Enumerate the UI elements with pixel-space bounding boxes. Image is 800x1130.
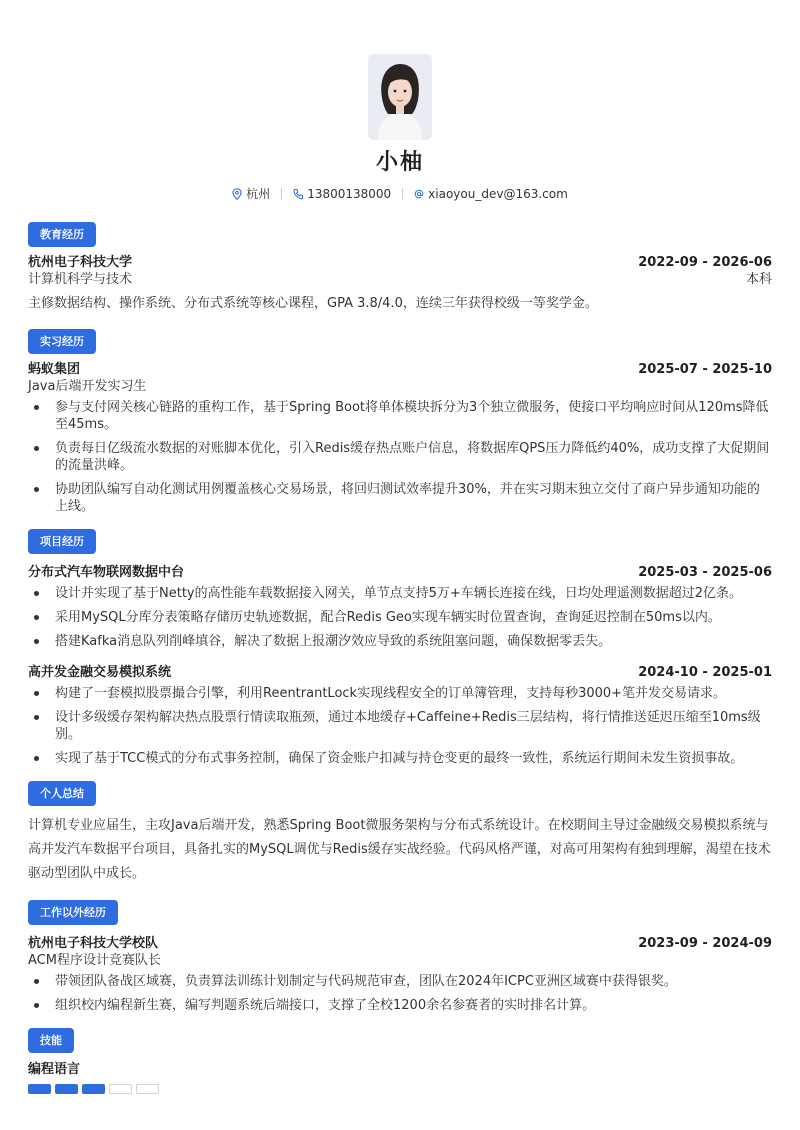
resume-header [28, 0, 772, 202]
project-name: 分布式汽车物联网数据中台 [28, 565, 185, 580]
date-range: 2025-03 - 2025-06 [638, 565, 772, 580]
education-section [28, 222, 772, 313]
summary-text: 计算机专业应届生，主攻Java后端开发，熟悉Spring Boot微服务架构与分布式系统设计。在校期间主导过金融级交易模拟系统与高并发汽车数据平台项目，具备扎实的MySQL调优与Redis缓存实战经验。代码风格严谨，对高可用架构有独到理解，渴望在技术驱动型团队中成长。 [28, 818, 771, 881]
projects-section [28, 529, 772, 767]
extra-experience-section [28, 900, 772, 1014]
skills-section [28, 1028, 772, 1094]
skill-name: 编程语言 [28, 1062, 81, 1077]
section-tag: 个人总结 [28, 781, 96, 806]
list-item: 采用MySQL分库分表策略存储历史轨迹数据，配合Redis Geo实现车辆实时位置查询，查询延迟控制在50ms以内。 [28, 609, 772, 626]
skill-level-bar [28, 1084, 772, 1094]
major-text: 计算机科学与技术 [28, 272, 133, 287]
company-name: 蚂蚁集团 [28, 362, 81, 377]
section-tag: 项目经历 [28, 529, 96, 554]
list-item: 设计并实现了基于Netty的高性能车载数据接入网关，单节点支持5万+车辆长连接在线，日均处理遥测数据超过2亿条。 [28, 585, 772, 602]
school-name: 杭州电子科技大学 [28, 255, 133, 270]
date-range: 2023-09 - 2024-09 [638, 936, 772, 951]
list-item: 组织校内编程新生赛，编写判题系统后端接口，支撑了全校1200余名参赛者的实时排名计算。 [28, 997, 772, 1014]
skill-level-dot [28, 1084, 51, 1094]
section-tag: 技能 [28, 1028, 74, 1053]
date-range: 2022-09 - 2026-06 [638, 255, 772, 270]
skill-level-dot [136, 1084, 159, 1094]
bullet-list [28, 585, 772, 650]
location-pin-icon [232, 188, 242, 200]
location-contact [232, 186, 270, 202]
list-item: 搭建Kafka消息队列削峰填谷，解决了数据上报潮汐效应导致的系统阻塞问题，确保数据零丢失。 [28, 633, 772, 650]
section-tag: 实习经历 [28, 329, 96, 354]
bullet-list [28, 973, 772, 1014]
list-item: 协助团队编写自动化测试用例覆盖核心交易场景，将回归测试效率提升30%，并在实习期末独立交付了商户异步通知功能的上线。 [28, 481, 772, 515]
org-name: 杭州电子科技大学校队 [28, 936, 159, 951]
phone-contact [293, 186, 391, 202]
degree-text: 本科 [745, 272, 772, 287]
list-item: 实现了基于TCC模式的分布式事务控制，确保了资金账户扣减与持仓变更的最终一致性，系统运行期间未发生资损事故。 [28, 750, 772, 767]
skill-level-dot [55, 1084, 78, 1094]
list-item: 设计多级缓存架构解决热点股票行情读取瓶颈，通过本地缓存+Caffeine+Redis三层结构，将行情推送延迟压缩至10ms级别。 [28, 709, 772, 743]
phone-icon [293, 188, 303, 200]
role-text: ACM程序设计竞赛队长 [28, 953, 161, 968]
bullet-list [28, 399, 772, 515]
contact-divider [402, 188, 403, 200]
list-item: 负责每日亿级流水数据的对账脚本优化，引入Redis缓存热点账户信息，将数据库QPS压力降低约40%，成功支撑了大促期间的流量洪峰。 [28, 440, 772, 474]
contact-divider [281, 188, 282, 200]
at-sign-icon [414, 188, 424, 200]
education-description: 主修数据结构、操作系统、分布式系统等核心课程，GPA 3.8/4.0，连续三年获得校级一等奖学金。 [28, 296, 598, 311]
candidate-name: 小柚 [375, 150, 424, 175]
list-item: 参与支付网关核心链路的重构工作，基于Spring Boot将单体模块拆分为3个独立微服务，使接口平均响应时间从120ms降低至45ms。 [28, 399, 772, 433]
city-text: 杭州 [246, 187, 271, 201]
date-range: 2024-10 - 2025-01 [638, 665, 772, 680]
date-range: 2025-07 - 2025-10 [638, 362, 772, 377]
phone-text: 13800138000 [307, 187, 392, 201]
skill-level-dot [82, 1084, 105, 1094]
summary-section [28, 781, 772, 886]
section-tag: 教育经历 [28, 222, 96, 247]
project-name: 高并发金融交易模拟系统 [28, 665, 172, 680]
email-text: xiaoyou_dev@163.com [428, 187, 568, 201]
list-item: 构建了一套模拟股票撮合引擎，利用ReentrantLock实现线程安全的订单簿管理，支持每秒3000+笔并发交易请求。 [28, 685, 772, 702]
bullet-list [28, 685, 772, 767]
section-tag: 工作以外经历 [28, 900, 118, 925]
role-text: Java后端开发实习生 [28, 379, 147, 394]
skill-level-dot [109, 1084, 132, 1094]
contact-info [28, 186, 772, 202]
email-contact[interactable] [414, 186, 568, 202]
internship-section [28, 329, 772, 515]
profile-photo [368, 54, 432, 140]
list-item: 带领团队备战区域赛，负责算法训练计划制定与代码规范审查，团队在2024年ICPC亚洲区域赛中获得银奖。 [28, 973, 772, 990]
